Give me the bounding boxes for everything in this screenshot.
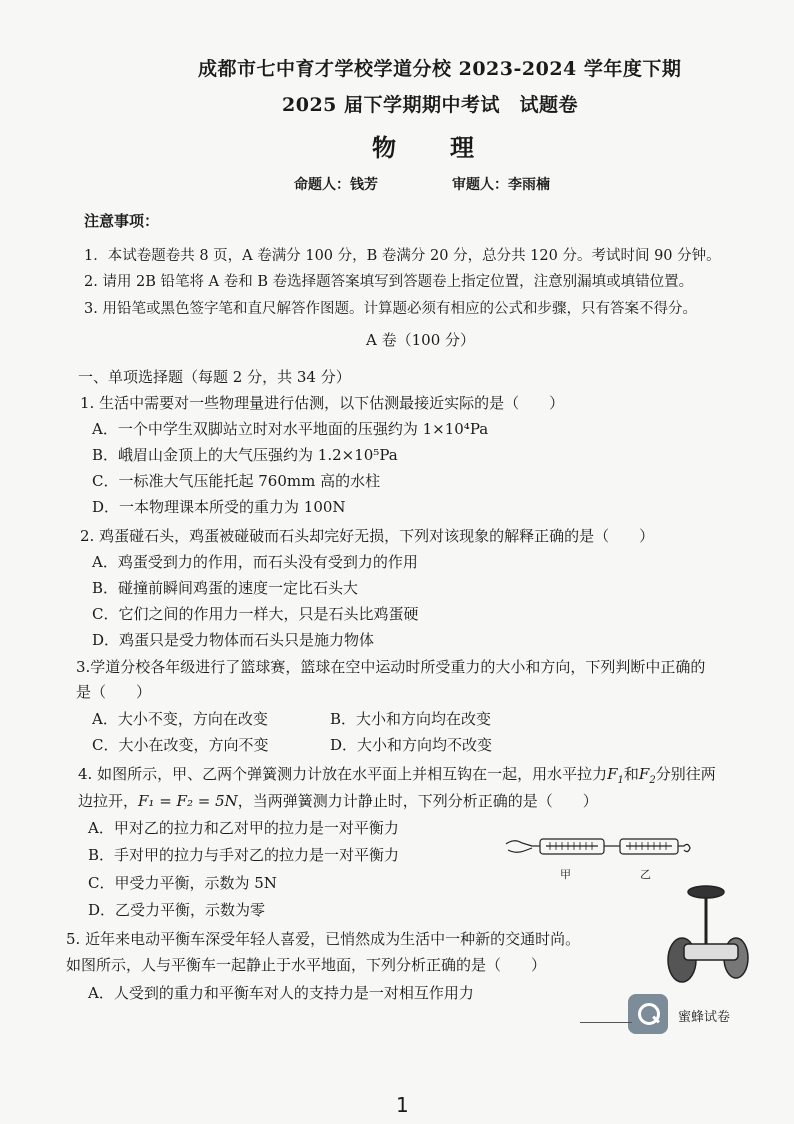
scooter-handle [688, 886, 724, 898]
watermark-logo-icon [628, 994, 668, 1034]
question-1-option-c: C．一标准大气压能托起 760mm 高的水柱 [92, 472, 381, 490]
question-3-stem-line-1: 3.学道分校各年级进行了篮球赛，篮球在空中运动时所受重力的大小和方向，下列判断中正确的 [76, 658, 706, 676]
question-4-option-d: D．乙受力平衡，示数为零 [88, 901, 266, 919]
section-a-heading: A 卷（100 分） [366, 331, 475, 349]
question-1-option-a: A．一个中学生双脚站立时对水平地面的压强约为 1×10⁴Pa [92, 420, 489, 438]
question-4-stem-line-2 [78, 790, 598, 811]
page-number: 1 [396, 1093, 409, 1117]
exam-school-title: 成都市七中育才学校学道分校 2023-2024 学年度下期 [198, 58, 682, 80]
notice-item-2: 2. 请用 2B 铅笔将 A 卷和 B 卷选择题答案填写到答题卷上指定位置，注意别漏填或填错位置。 [84, 274, 694, 290]
question-4-stem-part-1: 4. 如图所示，甲、乙两个弹簧测力计放在水平面上并相互钩在一起，用水平拉力 [78, 765, 608, 783]
notice-item-1: 1．本试卷题卷共 8 页，A 卷满分 100 分，B 卷满分 20 分，总分共 120 分。考试时间 90 分钟。 [84, 248, 721, 264]
question-reviewer: 审题人：李雨楠 [452, 177, 550, 193]
question-2-option-d: D．鸡蛋只是受力物体而石头只是施力物体 [92, 631, 375, 649]
question-4-stem-part-5: ，当两弹簧测力计静止时，下列分析正确的是（ ） [237, 792, 598, 810]
question-3-option-c: C．大小在改变，方向不变 [92, 736, 269, 754]
figure-label-jia: 甲 [560, 868, 571, 881]
watermark-text: 蜜蜂试卷 [678, 1010, 731, 1025]
force-equation: F₁ = F₂ = 5N [138, 792, 238, 810]
question-4-stem-part-3: 分别往两 [655, 765, 716, 783]
question-4-option-c: C．甲受力平衡，示数为 5N [88, 874, 277, 892]
question-2-option-a: A．鸡蛋受到力的作用，而石头没有受到力的作用 [92, 553, 418, 571]
question-4-stem-part-2: 和 [623, 765, 639, 783]
question-3-option-b: B．大小和方向均在改变 [330, 710, 492, 728]
question-1-stem: 1. 生活中需要对一些物理量进行估测，以下估测最接近实际的是（ ） [80, 394, 565, 412]
question-5-stem-line-1: 5. 近年来电动平衡车深受年轻人喜爱，已悄然成为生活中一种新的交通时尚。 [66, 930, 581, 948]
force-f2-symbol: $F_2$ [638, 765, 656, 786]
balance-scooter-figure [654, 880, 764, 990]
scooter-platform [684, 944, 738, 960]
notice-item-3: 3. 用铅笔或黑色签字笔和直尺解答作图题。计算题必须有相应的公式和步骤，只有答案不得分。 [84, 301, 697, 317]
question-5-stem-line-2: 如图所示，人与平衡车一起静止于水平地面，下列分析正确的是（ ） [66, 956, 547, 974]
question-4-option-a: A．甲对乙的拉力和乙对甲的拉力是一对平衡力 [88, 819, 399, 837]
question-1-option-b: B．峨眉山金顶上的大气压强约为 1.2×10⁵Pa [92, 446, 398, 464]
spring-scales-figure [502, 826, 692, 882]
question-setter: 命题人：钱芳 [294, 177, 378, 193]
question-3-option-a: A．大小不变，方向在改变 [92, 710, 268, 728]
figure-label-yi: 乙 [640, 868, 651, 881]
question-2-stem: 2. 鸡蛋碰石头，鸡蛋被碰破而石头却完好无损，下列对该现象的解释正确的是（ ） [80, 527, 655, 545]
exam-title: 2025 届下学期期中考试 试题卷 [282, 94, 578, 116]
question-3-option-d: D．大小和方向均不改变 [330, 736, 493, 754]
watermark-underline [580, 1022, 632, 1023]
question-4-option-b: B．手对甲的拉力与手对乙的拉力是一对平衡力 [88, 846, 400, 864]
question-2-option-b: B．碰撞前瞬间鸡蛋的速度一定比石头大 [92, 579, 359, 597]
part-one-heading: 一、单项选择题（每题 2 分，共 34 分） [78, 368, 351, 386]
force-f1-symbol: $F_1$ [607, 765, 624, 786]
right-hand-icon [678, 844, 690, 851]
question-2-option-c: C．它们之间的作用力一样大，只是石头比鸡蛋硬 [92, 605, 419, 623]
subject-title: 物 理 [372, 133, 476, 162]
notice-heading: 注意事项： [84, 212, 160, 230]
question-4-stem-line-1 [78, 763, 716, 786]
left-hand-icon [506, 841, 532, 853]
question-5-option-a: A．人受到的重力和平衡车对人的支持力是一对相互作用力 [88, 984, 474, 1002]
question-4-stem-part-4: 边拉开， [78, 792, 139, 810]
question-3-stem-line-2: 是（ ） [76, 683, 152, 701]
question-1-option-d: D．一本物理课本所受的重力为 100N [92, 498, 346, 516]
